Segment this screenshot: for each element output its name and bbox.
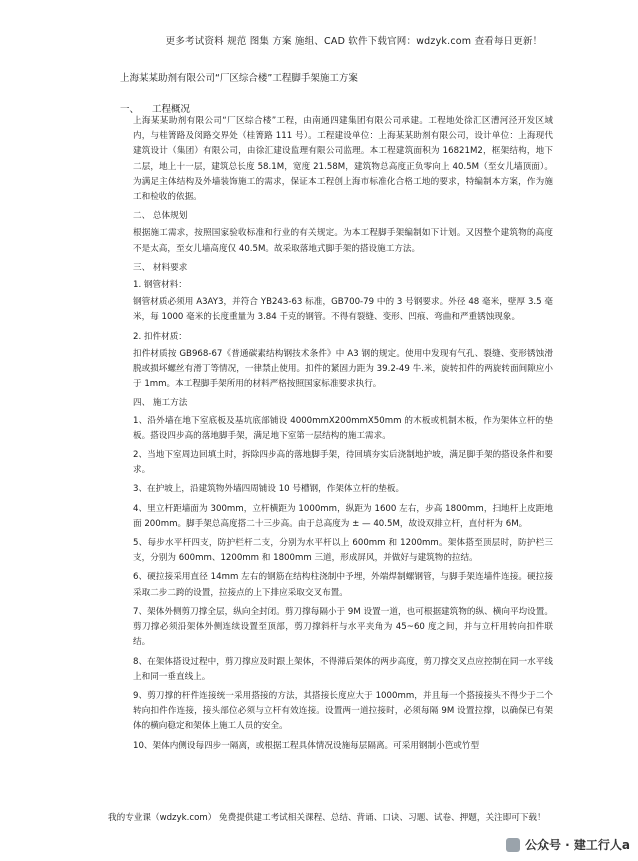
paragraph: 上海某某助剂有限公司“厂区综合楼”工程，由南通四建集团有限公司承建。工程地处徐汇区漕河泾开发区域内，与桂箐路及闵路交界处（桂箐路 111 号）。工程建设单位：上海某某助剂有限公司，设计单位：上海现代建筑设计（集团）有限公司，由徐汇建设监理有限公司监理。本工程建筑面积为 16821M2，框架结构，地下二层，地上十一层，建筑总长度 58.1M，宽度 21.58M，建筑物总高度正负零向上 40.5M（至女儿墙顶面）。为满足主体结构及外墙装饰施工的需求，保证本工程创上海市标准化合格工地的要求，特编制本方案，作为施工和检收的依据。 xyxy=(133,116,553,203)
paragraph: 钢管材质必须用 A3AY3，并符合 YB243-63 标准，GB700-79 中的 3 号钢要求。外径 48 毫米，壁厚 3.5 毫米，每 1000 毫米的长度重量为 3.84 千克的钢管。不得有裂缝、变形、凹痕、弯曲和严重锈蚀现象。 xyxy=(133,297,553,323)
paragraph: 10、架体内侧设每四步一隔离，或根据工程具体情况设施每层隔离。可采用钢制小笆或竹型 xyxy=(133,740,480,751)
subsection-heading: 2. 扣件材质： xyxy=(133,331,187,342)
watermark xyxy=(506,836,630,853)
subsection-heading: 1. 钢管材料： xyxy=(133,280,187,291)
document-body xyxy=(133,114,553,758)
section-heading: 四、 施工方法 xyxy=(133,398,188,409)
footer-note: 我的专业课（wdzyk.com） 免费提供建工考试相关课程、总结、背诵、口诀、习题、试卷、押题，关注即可下载！ xyxy=(108,813,546,823)
paragraph: 3、在护坡上，沿建筑物外墙四周铺设 10 号槽钢，作架体立杆的垫板。 xyxy=(133,484,405,495)
document-title: 上海某某助剂有限公司“厂区综合楼”工程脚手架施工方案 xyxy=(120,73,358,84)
section-1-number: 一、 xyxy=(120,104,140,115)
paragraph: 8、在架体搭设过程中，剪刀撑应及时跟上架体，不得滞后架体的两步高度，剪刀撑交叉点应控制在同一水平线上和同一垂直线上。 xyxy=(133,656,553,682)
top-banner: 更多考试资料 规范 图集 方案 施组、CAD 软件下载官网：wdzyk.com 查看每日更新！ xyxy=(165,36,543,47)
paragraph: 6、硬拉接采用直径 14mm 左右的钢筋在结构柱浇制中予埋，外端焊制螺钢管，与脚手架连墙件连接。硬拉接采取二步二跨的设置，拉接点的上下排应采取交叉布置。 xyxy=(133,572,553,598)
watermark-text: 公众号 · 建工行人a xyxy=(524,838,630,852)
paragraph: 根据施工需求，按照国家验收标准和行业的有关规定。为本工程脚手架编制如下计划。又因整个建筑物的高度不是太高，至女儿墙高度仅 40.5M。故采取落地式脚手架的搭设施工方法。 xyxy=(133,228,553,254)
paragraph: 4、里立杆距墙面为 300mm，立杆横距为 1000mm，纵距为 1600 左右，步高 1800mm，扫地杆上皮距地面 200mm。脚手架总高度搭二十三步高。由于总高度为 ± — 40.5M，故设双排立杆，直付杆为 6M。 xyxy=(133,503,553,529)
paragraph: 5、每步水平杆四支，防护栏杆二支，分别为水平杆以上 600mm 和 1200mm。架体搭至顶层时，防护栏三支，分别为 600mm、1200mm 和 1800mm 三道，形成屏风，并做好与建筑物的拉结。 xyxy=(133,538,553,564)
paragraph: 9、剪刀撑的杆件连接统一采用搭接的方法，其搭接长度应大于 1000mm，并且每一个搭接接头不得少于二个转向扣件作连接，接头部位必须与立杆有效连接。设置两一道拉接时，必须每隔 9M 设置拉撑，以确保已有架体的横向稳定和架体上施工人员的安全。 xyxy=(133,690,553,732)
section-heading: 二、 总体规划 xyxy=(133,211,188,222)
paragraph: 1、沿外墙在地下室底板及基坑底部铺设 4000mmX200mmX50mm 的木板或机制木板，作为架体立杆的垫板。搭设四步高的落地脚手架，满足地下室第一层结构的施工需求。 xyxy=(133,415,553,441)
paragraph: 2、当地下室周边回填土时，拆除四步高的落地脚手架，待回填夯实后浇制地护坡，满足脚手架的搭设条件和要求。 xyxy=(133,450,553,476)
paragraph: 7、架体外侧剪刀撑全层，纵向全封闭。剪刀撑每隔小于 9M 设置一道，也可根据建筑物的纵、横向平均设置。剪刀撑必须沿架体外侧连续设置至顶部，剪刀撑斜杆与水平夹角为 45~60 度之间，并与立杆用转向扣件联结。 xyxy=(133,606,553,648)
section-heading: 三、 材料要求 xyxy=(133,262,188,273)
section-1-heading: 工程概况 xyxy=(152,104,191,115)
paragraph: 扣件材质按 GB968-67《普通碳素结构钢技术条件》中 A3 钢的规定。使用中发现有气孔、裂缝、变形锈蚀滑脱或损坏螺丝有滑丁等情况，一律禁止使用。扣件的紧固力距为 39.2-49 牛.米，旋转扣件的两旋转面间隙应小于 1mm。本工程脚手架所用的材料严格按照国家标准要求执行。 xyxy=(133,348,553,390)
wechat-icon xyxy=(506,838,520,852)
